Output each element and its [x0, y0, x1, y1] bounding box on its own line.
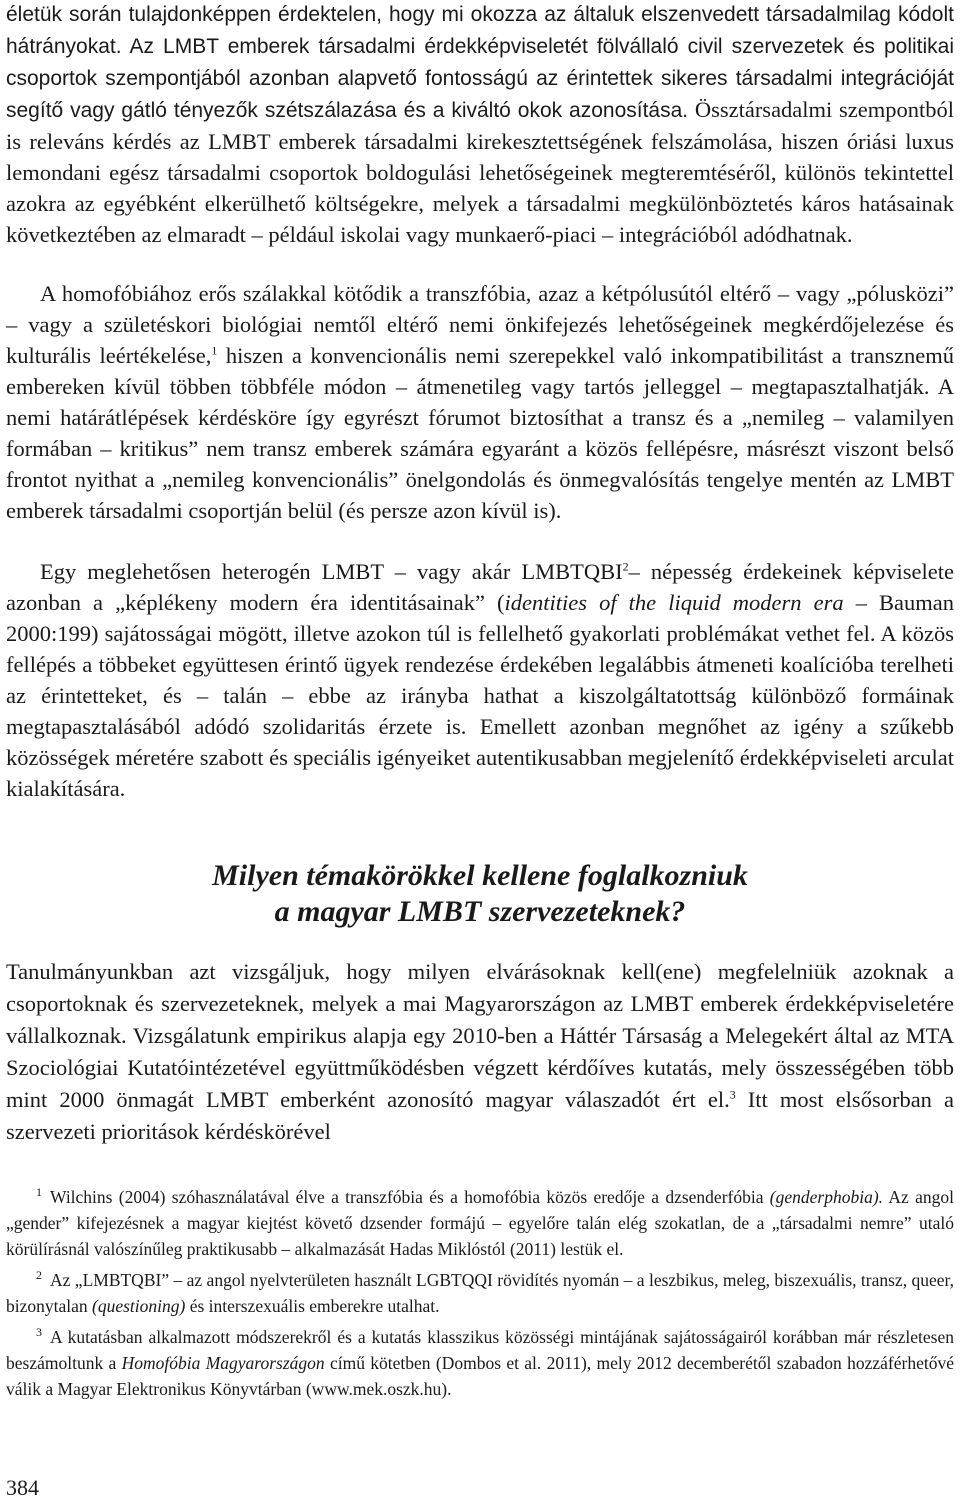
footnote-3-text-b: című kötetben (Dombos et al. 2011), mely 2012 decemberétől szabadon hozzáférhetővé válik a Magyar Elektronikus Könyvtárban (www.mek.oszk.hu).: [6, 1353, 955, 1399]
paragraph-3-segment-a: Egy meglehetősen heterogén LMBT – vagy akár LMBTQBI: [40, 559, 623, 584]
section-heading-line-1: Milyen témakörökkel kellene foglalkozniuk: [212, 859, 748, 892]
footnote-3-italic: Homofóbia Magyarországon: [121, 1353, 325, 1373]
paragraph-4: [6, 956, 954, 1148]
section-heading-line-2: a magyar LMBT szervezeteknek?: [274, 895, 686, 928]
footnote-2-text-a: Az „LMBTQBI” – az angol nyelvterületen használt LGBTQQI rövidítés nyomán – a leszbikus, meleg, biszexuális, transz, queer, bizonytalan: [6, 1270, 954, 1316]
footnote-3-text-a: A kutatásban alkalmazott módszerekről és a kutatás klasszikus közösségi mintájának sajátosságairól korábban már részletesen beszámoltunk a: [6, 1327, 954, 1373]
footnote-3: [6, 1324, 954, 1402]
paragraph-3-segment-c: – Bauman 2000:199) sajátosságai mögött, illetve azokon túl is fellelhető gyakorlati problémákat vethet fel. A közös fellépés a többeket együttesen érintő ügyek rendezése érdekében legalábbis átmeneti koalícióba terelheti az érintetteket, és – talán – ebbe az irányba hathat a kiszolgáltatottság különböző formáinak megtapasztalásából adódó szolidaritás érzete is. Emellett azonban megnőhet az igény a szűkebb közösségek méretére szabott és speciális igényeiket autentikusabban megjelenítő érdekképviseleti arculat kialakítására.: [6, 590, 954, 801]
footnote-ref-1: 1: [211, 343, 218, 358]
page-number: 384: [6, 1475, 39, 1500]
paragraph-4-segment-b: Itt most elsősorban a szervezeti prioritások kérdéskörével: [6, 1087, 954, 1144]
footnote-1-italic: (genderphobia).: [769, 1187, 884, 1207]
paragraph-1-serif-segment: Össztársadalmi szempontból is releváns kérdés az LMBT emberek társadalmi kirekesztettségének felszámolása, hiszen óriási luxus lemondani egész társadalmi csoportok boldogulási lehetőségeinek megteremtéséről, különös tekintettel azokra az egyébként elkerülhető költségekre, melyek a társadalmi megkülönböztetés káros hatásainak következtében az elmaradt – például iskolai vagy munkaerő-piaci – integrációból adódhatnak.: [6, 97, 954, 247]
paragraph-2-segment-b: hiszen a konvencionális nemi szerepekkel való inkompatibilitást a transznemű embereken kívül többen többféle módon – átmenetileg vagy tartós jelleggel – megtapasztalhatják. A nemi határátlépések kérdésköre így egyrészt fórumot biztosíthat a transz és a „nemileg – valamilyen formában – kritikus” nem transz emberek számára egyaránt a közös fellépésre, másrészt viszont belső frontot nyithat a „nemileg konvencionális” önelgondolás és önmegvalósítás tengelye mentén az LMBT emberek társadalmi csoportján belül (és persze azon kívül is).: [6, 343, 954, 523]
footnote-2: [6, 1267, 954, 1319]
footnote-ref-2: 2: [622, 559, 629, 574]
paragraph-4-segment-a: Tanulmányunkban azt vizsgáljuk, hogy milyen elvárásoknak kell(ene) megfelelniük azoknak a csoportoknak és szervezeteknek, melyek a mai Magyarországon az LMBT emberek érdekképviseletére vállalkoznak. Vizsgálatunk empirikus alapja egy 2010-ben a Háttér Társaság a Melegekért által az MTA Szociológiai Kutatóintézetével együttműködésben végzett kérdőíves kutatás, mely összességében több mint 2000 önmagát LMBT emberként azonosító magyar válaszadót ért el.: [6, 959, 954, 1112]
footnote-1: [6, 1184, 954, 1262]
paragraph-2: [6, 278, 954, 526]
footnote-1-number: 1: [36, 1185, 42, 1200]
footnotes-section: [6, 1184, 954, 1407]
footnote-1-text-a: Wilchins (2004) szóhasználatával élve a transzfóbia és a homofóbia közös eredője a dzsenderfóbia: [50, 1187, 770, 1207]
footnote-separator: [6, 1172, 366, 1173]
paragraph-1: [6, 0, 954, 250]
paragraph-2-segment-a: A homofóbiához erős szálakkal kötődik a transzfóbia, azaz a kétpólusútól eltérő – vagy „pólusközi” – vagy a születéskori biológiai nemtől eltérő nemi önkifejezés lehetőségeinek megkérdőjelezése és kulturális leértékelése,: [6, 281, 954, 368]
section-heading: [6, 858, 954, 930]
footnote-1-text-b: Az angol „gender” kifejezésnek a magyar kiejtést követő dzsender formájú – egyelőre talán elég szokatlan, de a „társadalmi nemre” utaló körülírásnál valószínűleg praktikusabb – alkalmazását Hadas Miklóstól (2011) lestük el.: [6, 1187, 954, 1259]
paragraph-3: [6, 556, 954, 804]
paragraph-1-sans-segment: életük során tulajdonképpen érdektelen, hogy mi okozza az általuk elszenvedett társadalmilag kódolt hátrányokat. Az LMBT emberek társadalmi érdekképviseletét fölvállaló civil szervezetek és politikai csoportok szempontjából azonban alapvető fontosságú az érintettek sikeres társadalmi integrációját segítő vagy gátló tényezők szétszálazása és a kiváltó okok azonosítása.: [6, 3, 954, 122]
paragraph-3-italic-phrase: identities of the liquid modern era: [504, 590, 844, 615]
footnote-3-number: 3: [36, 1325, 42, 1340]
paragraph-3-segment-b: – népesség érdekeinek képviselete azonban a „képlékeny modern éra identitásainak” (: [6, 559, 955, 615]
footnote-2-italic: (questioning): [92, 1296, 186, 1316]
footnote-2-number: 2: [36, 1268, 42, 1283]
footnote-ref-3: 3: [729, 1087, 736, 1102]
footnote-2-text-b: és interszexuális emberekre utalhat.: [185, 1296, 440, 1316]
